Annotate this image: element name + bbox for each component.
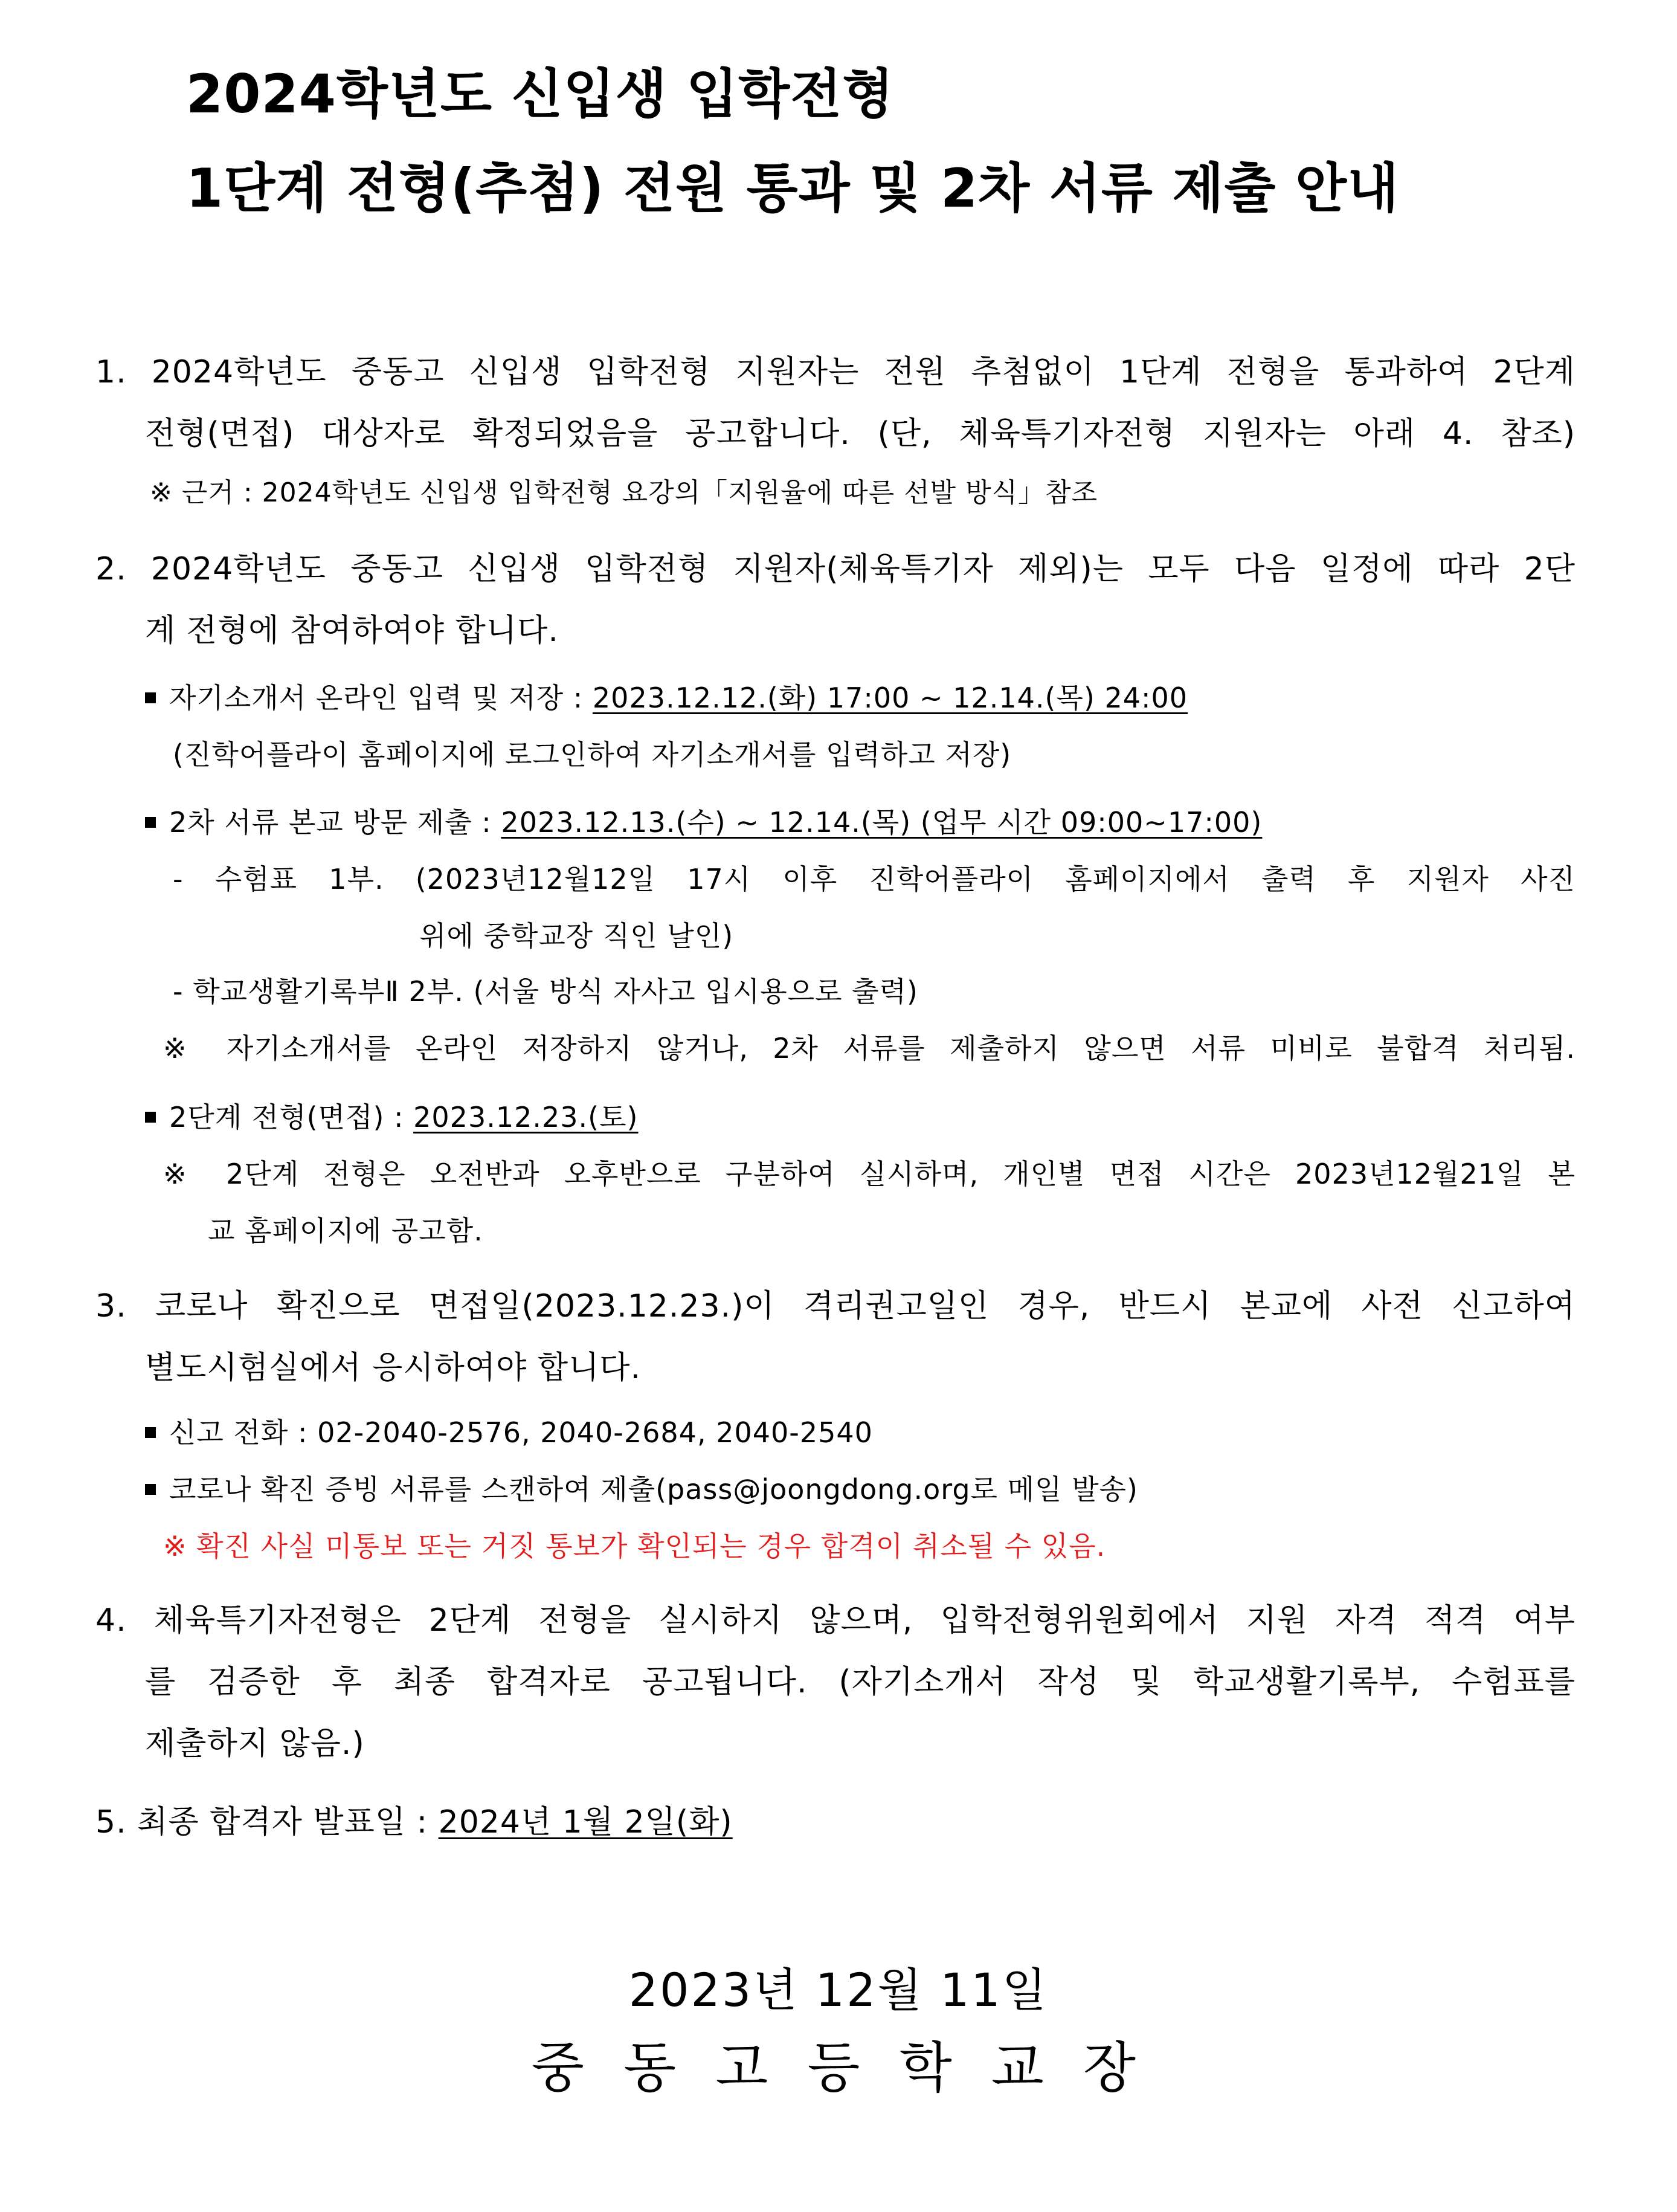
item3-line2: 별도시험실에서 응시하여야 합니다. xyxy=(145,1350,642,1386)
report-phone: 신고 전화 : 02-2040-2576, 2040-2684, 2040-2540 xyxy=(169,1416,873,1449)
item2-line2: 계 전형에 참여하여야 합니다. xyxy=(145,613,559,649)
item1-note: ※ 근거 : 2024학년도 신입생 입학전형 요강의「지원율에 따른 선발 방식」참조 xyxy=(150,477,1098,508)
signer-char: 교 xyxy=(991,2036,1044,2100)
item2-bullet3 xyxy=(145,1103,638,1131)
item2-line1: 2. 2024학년도 중동고 신입생 입학전형 지원자(체육특기자 제외)는 모두 다음 일정에 따라 2단 xyxy=(95,551,1576,587)
item2-interview-note-line2: 교 홈페이지에 공고함. xyxy=(208,1214,483,1247)
bullet3-date: 2023.12.23.(토) xyxy=(413,1101,639,1133)
item2-doc2: - 학교생활기록부Ⅱ 2부. (서울 방식 자사고 입시용으로 출력) xyxy=(173,975,918,1008)
title-line-2: 1단계 전형(추첨) 전원 통과 및 2차 서류 제출 안내 xyxy=(186,157,1400,219)
signer-char: 등 xyxy=(807,2036,860,2100)
bullet3-label: 2단계 전형(면접) : xyxy=(169,1101,414,1133)
item5 xyxy=(95,1804,733,1840)
square-bullet-icon xyxy=(145,817,156,828)
item5-label: 5. 최종 합격자 발표일 : xyxy=(95,1804,439,1840)
item4-line1: 4. 체육특기자전형은 2단계 전형을 실시하지 않으며, 입학전형위원회에서 지원 자격 적격 여부 xyxy=(95,1602,1576,1639)
item4-line3: 제출하지 않음.) xyxy=(145,1726,365,1762)
item3-bullet2 xyxy=(145,1473,1138,1506)
signer xyxy=(532,2036,1136,2100)
item1-line2: 전형(면접) 대상자로 확정되었음을 공고합니다. (단, 체육특기자전형 지원자는 아래 4. 참조) xyxy=(145,416,1576,452)
square-bullet-icon xyxy=(145,1484,156,1495)
item4-line2: 를 검증한 후 최종 합격자로 공고됩니다. (자기소개서 작성 및 학교생활기록부, 수험표를 xyxy=(145,1664,1576,1700)
bullet2-date: 2023.12.13.(수) ~ 12.14.(목) (업무 시간 09:00~17:00) xyxy=(501,806,1263,839)
item1-line1: 1. 2024학년도 중동고 신입생 입학전형 지원자는 전원 추첨없이 1단계 전형을 통과하여 2단계 xyxy=(95,354,1576,390)
item3-warning: ※ 확진 사실 미통보 또는 거짓 통보가 확인되는 경우 합격이 취소될 수 있음. xyxy=(163,1530,1106,1562)
item2-bullet1-sub: (진학어플라이 홈페이지에 로그인하여 자기소개서를 입력하고 저장) xyxy=(173,738,1012,771)
item3-line1: 3. 코로나 확진으로 면접일(2023.12.23.)이 격리권고일인 경우, 반드시 본교에 사전 신고하여 xyxy=(95,1288,1576,1324)
signer-char: 중 xyxy=(532,2036,584,2100)
signer-char: 동 xyxy=(623,2036,677,2100)
item2-doc1-line1: - 수험표 1부. (2023년12월12일 17시 이후 진학어플라이 홈페이지에서 출력 후 지원자 사진 xyxy=(173,863,1576,895)
square-bullet-icon xyxy=(145,1427,156,1438)
item2-bullet2 xyxy=(145,806,1263,839)
item2-bullet1 xyxy=(145,684,1188,712)
report-email: 코로나 확진 증빙 서류를 스캔하여 제출(pass@joongdong.org로 메일 발송) xyxy=(169,1473,1138,1506)
title-line-1: 2024학년도 신입생 입학전형 xyxy=(186,63,895,125)
signer-char: 고 xyxy=(715,2036,768,2100)
square-bullet-icon xyxy=(145,1112,156,1123)
item3-bullet1 xyxy=(145,1416,873,1449)
bullet1-label: 자기소개서 온라인 입력 및 저장 : xyxy=(169,682,593,714)
item2-doc-note: ※ 자기소개서를 온라인 저장하지 않거나, 2차 서류를 제출하지 않으면 서류 미비로 불합격 처리됨. xyxy=(163,1032,1576,1065)
item2-doc1-line2: 위에 중학교장 직인 날인) xyxy=(419,920,734,952)
square-bullet-icon xyxy=(145,692,156,703)
signer-char: 학 xyxy=(899,2036,952,2100)
item2-interview-note-line1: ※ 2단계 전형은 오전반과 오후반으로 구분하여 실시하며, 개인별 면접 시간은 2023년12월21일 본 xyxy=(163,1158,1576,1190)
announcement-date: 2023년 12월 11일 xyxy=(628,1963,1049,2017)
signer-char: 장 xyxy=(1083,2036,1136,2100)
bullet1-date: 2023.12.12.(화) 17:00 ~ 12.14.(목) 24:00 xyxy=(592,682,1188,714)
bullet2-label: 2차 서류 본교 방문 제출 : xyxy=(169,806,501,839)
item5-date: 2024년 1월 2일(화) xyxy=(438,1804,733,1840)
